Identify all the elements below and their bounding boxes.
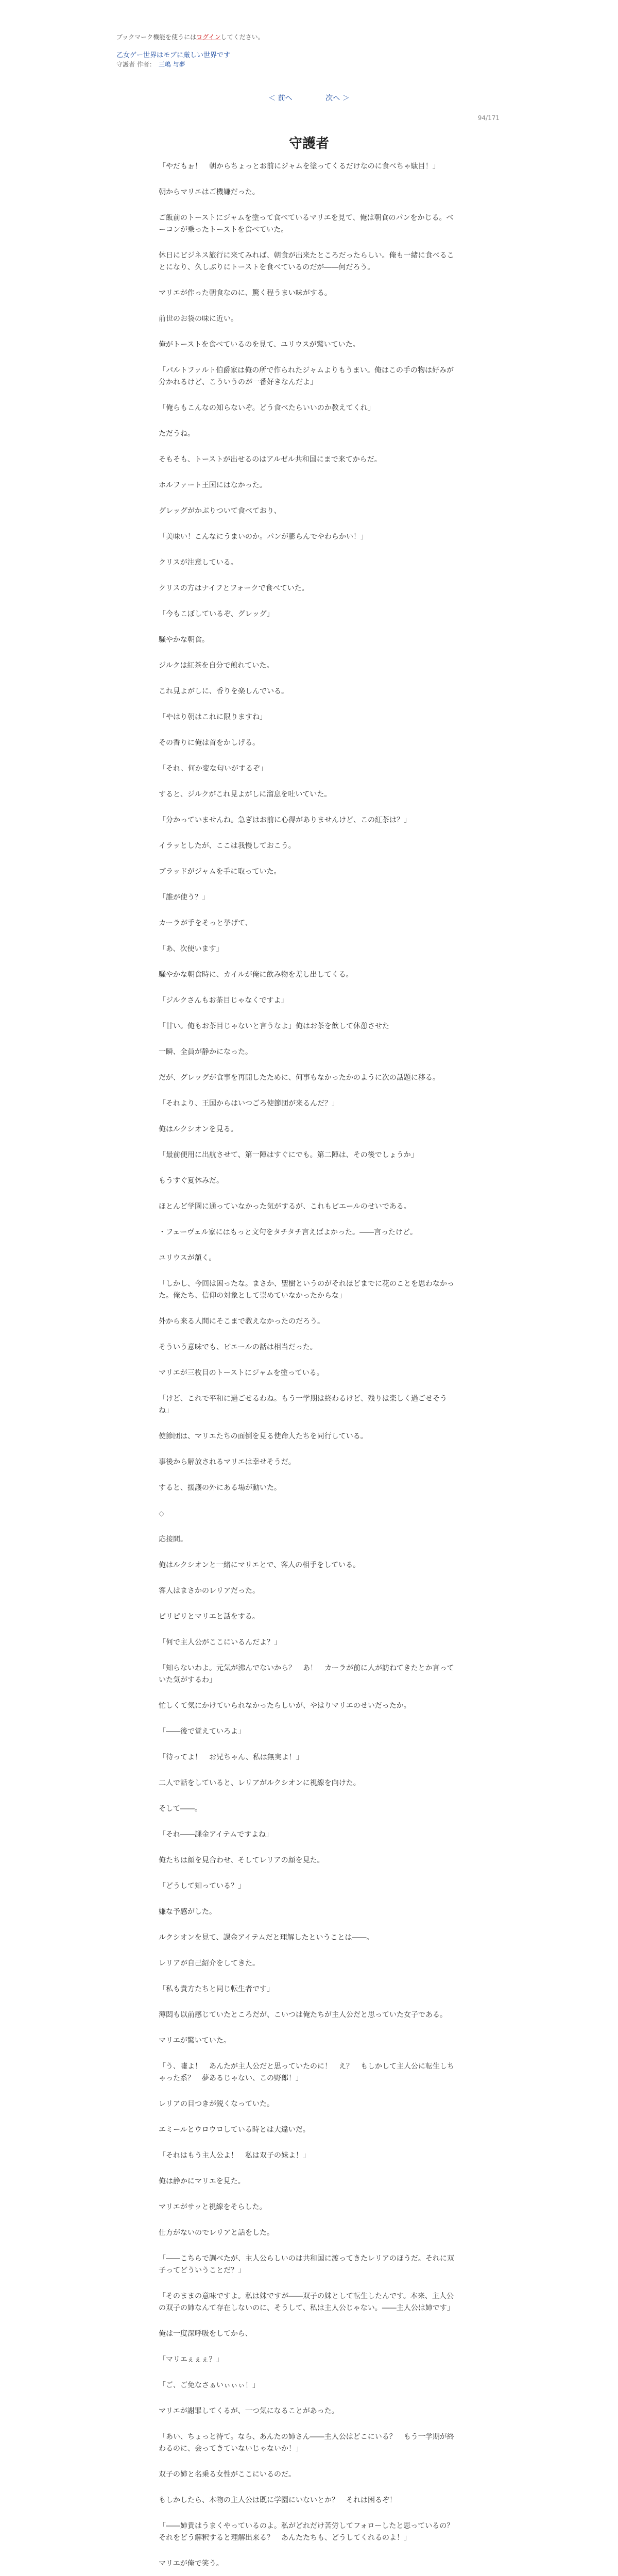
body-paragraph: 外から来る人間にそこまで教えなかったのだろう。: [159, 1317, 324, 1326]
body-paragraph: ジルクは紅茶を自分で煎れていた。: [159, 662, 274, 670]
body-paragraph: 二人で話をしていると、レリアがルクシオンに視線を向けた。: [159, 1779, 360, 1787]
body-paragraph: 俺は一度深呼吸をしてから、: [159, 2330, 252, 2338]
body-paragraph: もしかしたら、本物の主人公は既に学園にいないとか？ それは困るぞ！: [159, 2496, 397, 2504]
body-paragraph: 「それ、何か変な匂いがするぞ」: [159, 765, 267, 773]
body-paragraph: 「それはもう主人公よ！ 私は双子の妹よ！」: [159, 2151, 310, 2160]
body-paragraph: そもそも、トーストが出せるのはアルゼル共和国にまで来てからだ。: [159, 455, 382, 464]
body-paragraph: 応接間。: [159, 1535, 187, 1544]
body-paragraph: これ見よがしに、香りを楽しんでいる。: [159, 687, 288, 696]
body-paragraph: マリエが謝罪してくるが、一つ気になることがあった。: [159, 2407, 339, 2415]
body-paragraph: 朝からマリエはご機嫌だった。: [159, 188, 260, 196]
body-paragraph: 「それ――課金アイテムですよね」: [159, 1831, 273, 1839]
body-paragraph: ただうね。: [159, 430, 195, 438]
novel-body: [159, 161, 461, 2576]
login-notice: [116, 32, 264, 41]
body-paragraph: 俺はルクシオンと一緒にマリエとで、客人の相手をしている。: [159, 1561, 360, 1569]
body-paragraph: 嫌な予感がした。: [159, 1908, 216, 1916]
body-paragraph: 前世のお袋の味に近い。: [159, 315, 238, 323]
body-paragraph: 忙しくて気にかけていられなかったらしいが、やはりマリエのせいだったか。: [159, 1702, 411, 1710]
body-paragraph: 「やはり朝はこれに限りますね」: [159, 713, 267, 721]
body-paragraph: ルクシオンを見て、課金アイテムだと理解したということは――。: [159, 1934, 374, 1942]
body-paragraph: 「――姉貴はうまくやっているのよ。私がどれだけ苦労してフォローしたと思っているの？ それをどう解釈すると理解出来る？ あんたたちも、どうしてくれるのよ！」: [159, 2522, 461, 2542]
author-link[interactable]: 三嶋 与夢: [158, 61, 185, 68]
body-paragraph: 俺はルクシオンを見る。: [159, 1125, 238, 1133]
body-paragraph: 「最前便用に出航させて、第一陣はすぐにでも。第二陣は、その後でしょうか」: [159, 1151, 418, 1159]
body-paragraph: 「知らないわよ。元気が沸んでないから？ あ！ カーラが前に人が訪ねてきたとか言っていた気がするわ」: [159, 1664, 454, 1684]
body-paragraph: 騒やかな朝食時に、カイルが俺に飲み物を差し出してくる。: [159, 971, 353, 979]
body-paragraph: 客人はまさかのレリアだった。: [159, 1587, 260, 1595]
page-number: 94/171: [477, 114, 500, 122]
body-paragraph: レリアの目つきが鋭くなっていた。: [159, 2100, 274, 2108]
body-paragraph: だが、グレッグが食事を再開したために、何事もなかったかのように次の話題に移る。: [159, 1074, 440, 1082]
login-notice-suffix: してください。: [220, 33, 264, 41]
body-paragraph: 「マリエぇぇぇ？」: [159, 2355, 224, 2364]
body-paragraph: イラッとしたが、ここは我慢しておこう。: [159, 842, 296, 850]
body-paragraph: 事後から解放されるマリエは幸せそうだ。: [159, 1458, 296, 1466]
body-paragraph: 「――こちらで調べたが、主人公らしいのは共和国に渡ってきたレリアのほうだ。それに双子ってどういうことだ？」: [159, 2255, 454, 2275]
body-paragraph: カーラが手をそっと挙げて、: [159, 919, 252, 927]
body-paragraph: マリエがサッと視線をそらした。: [159, 2203, 267, 2211]
body-paragraph: 「ご、ご免なさぁいぃぃぃ！」: [159, 2381, 260, 2389]
body-paragraph: ブラッドがジャムを手に取っていた。: [159, 868, 281, 876]
body-paragraph: 一瞬、全員が静かになった。: [159, 1048, 252, 1056]
body-paragraph: 双子の姉と名乗る女性がここにいるのだ。: [159, 2470, 296, 2479]
body-paragraph: 仕方がないのでレリアと話をした。: [159, 2229, 274, 2237]
body-paragraph: 「パルトファルト伯爵家は俺の所で作られたジャムよりもうまい。俺はこの手の物は好みが分かれるけど、こういうのが一番好きなんだよ」: [159, 366, 454, 386]
chapter-meta: [116, 60, 185, 69]
series-title-link[interactable]: 乙女ゲー世界はモブに厳しい世界です: [116, 52, 231, 59]
body-paragraph: マリエが三枚目のトーストにジャムを塗っている。: [159, 1369, 324, 1377]
body-paragraph: ユリウスが頷く。: [159, 1254, 216, 1262]
chapter-title: 守護者: [288, 136, 329, 151]
body-paragraph: 「分かっていませんね。急ぎはお前に心得がありませんけど、この紅茶は？」: [159, 816, 411, 824]
body-paragraph: 「どうして知っている？」: [159, 1882, 245, 1890]
body-paragraph: もうすぐ夏休みだ。: [159, 1177, 224, 1185]
login-notice-text: ブックマーク機能を使うには: [116, 33, 197, 41]
body-paragraph: 「あい、ちょっと待て。なら、あんたの姉さん――主人公はどこにいる？ もう一学期が終わるのに、会ってきていないじゃないか！」: [159, 2433, 454, 2453]
body-paragraph: そういう意味でも、ピエールの話は相当だった。: [159, 1343, 317, 1351]
body-paragraph: 「う、嘘よ！ あんたが主人公だと思っていたのに！ え？ もしかして主人公に転生しちゃった系？ 夢あるじゃない、この野郎！」: [159, 2062, 454, 2082]
body-paragraph: クリスが注意している。: [159, 558, 238, 567]
body-paragraph: 「そのままの意味ですよ。私は妹ですが――双子の妹として転生したんです。本来、主人公の双子の姉なんて存在しないのに、そうして、私は主人公じゃない。――主人公は姉です」: [159, 2292, 454, 2312]
body-paragraph: 「何で主人公がここにいるんだよ？」: [159, 1638, 281, 1647]
body-paragraph: 俺がトーストを食べているのを見て、ユリウスが驚いていた。: [159, 341, 360, 349]
body-paragraph: 「――後で覚えていろよ」: [159, 1727, 245, 1736]
body-paragraph: 「やだもぉ！ 朝からちょっとお前にジャムを塗ってくるだけなのに食べちゃ駄目！」: [159, 162, 440, 171]
body-paragraph: その香りに俺は首をかしげる。: [159, 739, 260, 747]
body-paragraph: エミールとウロウロしている時とは大違いだ。: [159, 2126, 310, 2134]
body-paragraph: 「誰が使う？」: [159, 893, 209, 902]
body-paragraph: マリエが俺で笑う。: [159, 2560, 224, 2568]
body-paragraph: 「それより、王国からはいつごろ使節団が来るんだ？」: [159, 1099, 339, 1108]
body-paragraph: 騒やかな朝食。: [159, 636, 209, 644]
next-chapter-link[interactable]: 次へ ＞: [325, 94, 350, 103]
body-paragraph: 「美味い！こんなにうまいのか。パンが膨らんでやわらかい！」: [159, 533, 368, 541]
body-paragraph: 「あ、次使います」: [159, 945, 224, 953]
body-paragraph: 「俺らもこんなの知らないぞ。どう食べたらいいのか教えてくれ」: [159, 404, 375, 412]
body-paragraph: 薄悶も以前感じていたところだが、こいつは俺たちが主人公だと思っていた女子である。: [159, 2011, 447, 2019]
body-paragraph: 「今もこぼしているぞ、グレッグ」: [159, 610, 274, 618]
body-paragraph: グレッグがかぶりついて食べており、: [159, 507, 281, 515]
body-paragraph: 「しかし、今回は困ったな。まさか、聖樹というのがそれほどまでに花のことを思わなかった。俺たち、信仰の対象として崇めていなかったからな」: [159, 1280, 454, 1300]
body-paragraph: マリエが驚いていた。: [159, 2037, 231, 2045]
body-paragraph: 使節団は、マリエたちの面倒を見る使命人たちを同行している。: [159, 1432, 368, 1440]
chapter-pager: [0, 93, 618, 103]
body-paragraph: 休日にビジネス旅行に来てみれば、朝食が出来たところだったらしい。俺も一緒に食べることになり、久しぶりにトーストを食べているのだが――何だろう。: [159, 251, 454, 272]
body-paragraph: ご飯前のトーストにジャムを塗って食べているマリエを見て、俺は朝食のパンをかじる。ベーコンが乗ったトーストを食べていた。: [159, 214, 454, 234]
login-link[interactable]: ログイン: [196, 33, 221, 41]
body-paragraph: 「甘い。俺もお茶目じゃないと言うなよ」俺はお茶を飲して休憩させた: [159, 1022, 389, 1030]
body-paragraph: 「私も貴方たちと同じ転生者です」: [159, 1985, 274, 1993]
prev-chapter-link[interactable]: ＜ 前へ: [268, 94, 293, 103]
body-paragraph: ◇: [159, 1510, 164, 1518]
body-paragraph: 俺たちは顔を見合わせ、そしてレリアの顔を見た。: [159, 1856, 324, 1865]
body-paragraph: 俺は静かにマリエを見た。: [159, 2177, 245, 2185]
body-paragraph: ・フェーヴェル家にはもっと文句をタチタチ言えばよかった。――言ったけど。: [159, 1228, 418, 1236]
author-label: 作者：: [136, 61, 156, 68]
body-paragraph: すると、ジルクがこれ見よがしに溜息を吐いていた。: [159, 790, 332, 799]
body-paragraph: レリアが自己紹介をしてきた。: [159, 1959, 260, 1968]
body-paragraph: ほとんど学園に通っていなかった気がするが、これもピエールのせいである。: [159, 1202, 411, 1211]
body-paragraph: 「けど、これで平和に過ごせるわね。もう一学期は終わるけど、残りは楽しく過ごせそうね」: [159, 1395, 447, 1415]
body-paragraph: 「ジルクさんもお茶目じゃなくですよ」: [159, 996, 288, 1005]
body-paragraph: マリエが作った朝食なのに、驚く程うまい味がする。: [159, 289, 332, 297]
body-paragraph: ホルファート王国にはなかった。: [159, 481, 267, 489]
body-paragraph: すると、援護の外にある場が動いた。: [159, 1484, 281, 1492]
body-paragraph: クリスの方はナイフとフォークで食べていた。: [159, 584, 309, 592]
chapter-label: 守護者: [116, 61, 135, 68]
body-paragraph: ピリピリとマリエと話をする。: [159, 1613, 260, 1621]
body-paragraph: そして――。: [159, 1805, 202, 1813]
body-paragraph: 「待ってよ！ お兄ちゃん、私は無実よ！」: [159, 1753, 303, 1761]
